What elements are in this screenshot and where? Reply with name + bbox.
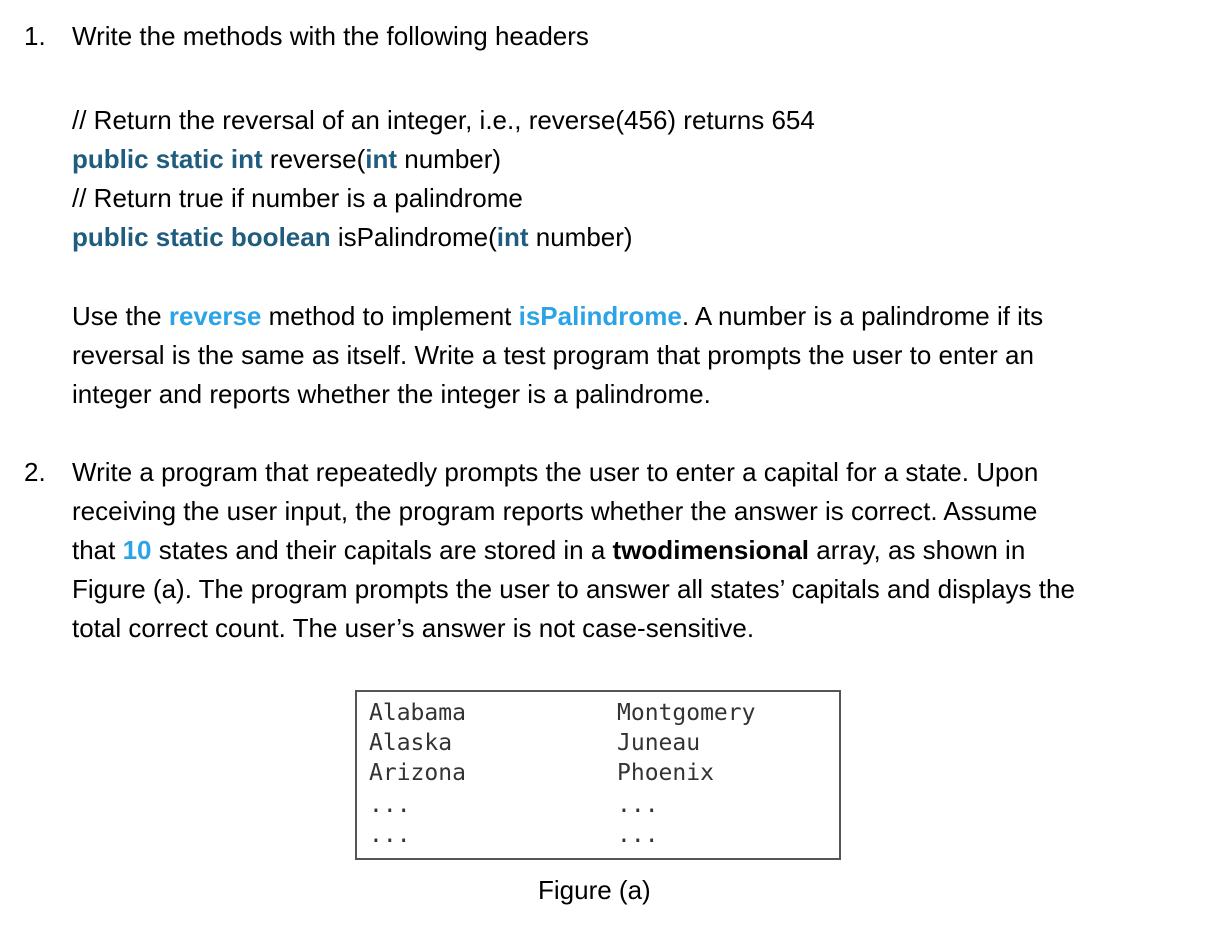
code-keywords: public static boolean bbox=[72, 222, 331, 252]
item1-paragraph-line1 bbox=[72, 297, 1043, 336]
states-capitals-table bbox=[355, 690, 841, 860]
text-run: array, as shown in bbox=[809, 535, 1026, 565]
item2-line1: Write a program that repeatedly prompts the user to enter a capital for a state. Upon bbox=[72, 457, 1039, 487]
item2-line4: Figure (a). The program prompts the user to answer all states’ capitals and displays the bbox=[72, 574, 1075, 604]
code-method-name: reverse( bbox=[262, 144, 366, 174]
ellipsis-cell: ... bbox=[369, 792, 411, 818]
highlight-reverse: reverse bbox=[168, 301, 262, 331]
code-param-type: int bbox=[496, 222, 529, 252]
highlight-count: 10 bbox=[122, 535, 152, 565]
code-param-type: int bbox=[365, 144, 398, 174]
text-run: Use the bbox=[72, 301, 169, 331]
bold-twodimensional: twodimensional bbox=[612, 535, 810, 565]
state-cell: Arizona bbox=[369, 760, 466, 786]
item2-line5: total correct count. The user’s answer is not case-sensitive. bbox=[72, 613, 755, 643]
text-run: states and their capitals are stored in a bbox=[151, 535, 613, 565]
code-signature-reverse bbox=[72, 140, 501, 179]
ellipsis-cell: ... bbox=[617, 822, 659, 848]
highlight-ispalindrome: isPalindrome bbox=[518, 301, 682, 331]
code-comment-reverse: // Return the reversal of an integer, i.e., reverse(456) returns 654 bbox=[72, 105, 815, 135]
item1-number: 1. bbox=[24, 21, 46, 51]
code-keywords: public static int bbox=[72, 144, 263, 174]
ellipsis-cell: ... bbox=[369, 822, 411, 848]
capital-cell: Phoenix bbox=[617, 760, 714, 786]
text-run: . A number is a palindrome if its bbox=[681, 301, 1044, 331]
code-comment-palindrome: // Return true if number is a palindrome bbox=[72, 183, 523, 213]
state-cell: Alaska bbox=[369, 730, 453, 756]
item1-title: Write the methods with the following headers bbox=[72, 21, 589, 51]
item1-paragraph-line3: integer and reports whether the integer is a palindrome. bbox=[72, 379, 711, 409]
item2-line3 bbox=[72, 531, 1025, 570]
state-cell: Alabama bbox=[369, 700, 466, 726]
code-method-name: isPalindrome( bbox=[330, 222, 497, 252]
text-run: that bbox=[72, 535, 123, 565]
code-param: number) bbox=[528, 222, 633, 252]
figure-caption: Figure (a) bbox=[538, 875, 651, 905]
item2-number: 2. bbox=[24, 457, 46, 487]
capital-cell: Montgomery bbox=[617, 700, 756, 726]
code-param: number) bbox=[397, 144, 502, 174]
code-signature-palindrome bbox=[72, 218, 633, 257]
item2-line2: receiving the user input, the program reports whether the answer is correct. Assume bbox=[72, 496, 1038, 526]
ellipsis-cell: ... bbox=[617, 792, 659, 818]
capital-cell: Juneau bbox=[617, 730, 701, 756]
item1-paragraph-line2: reversal is the same as itself. Write a test program that prompts the user to enter an bbox=[72, 340, 1034, 370]
text-run: method to implement bbox=[261, 301, 519, 331]
